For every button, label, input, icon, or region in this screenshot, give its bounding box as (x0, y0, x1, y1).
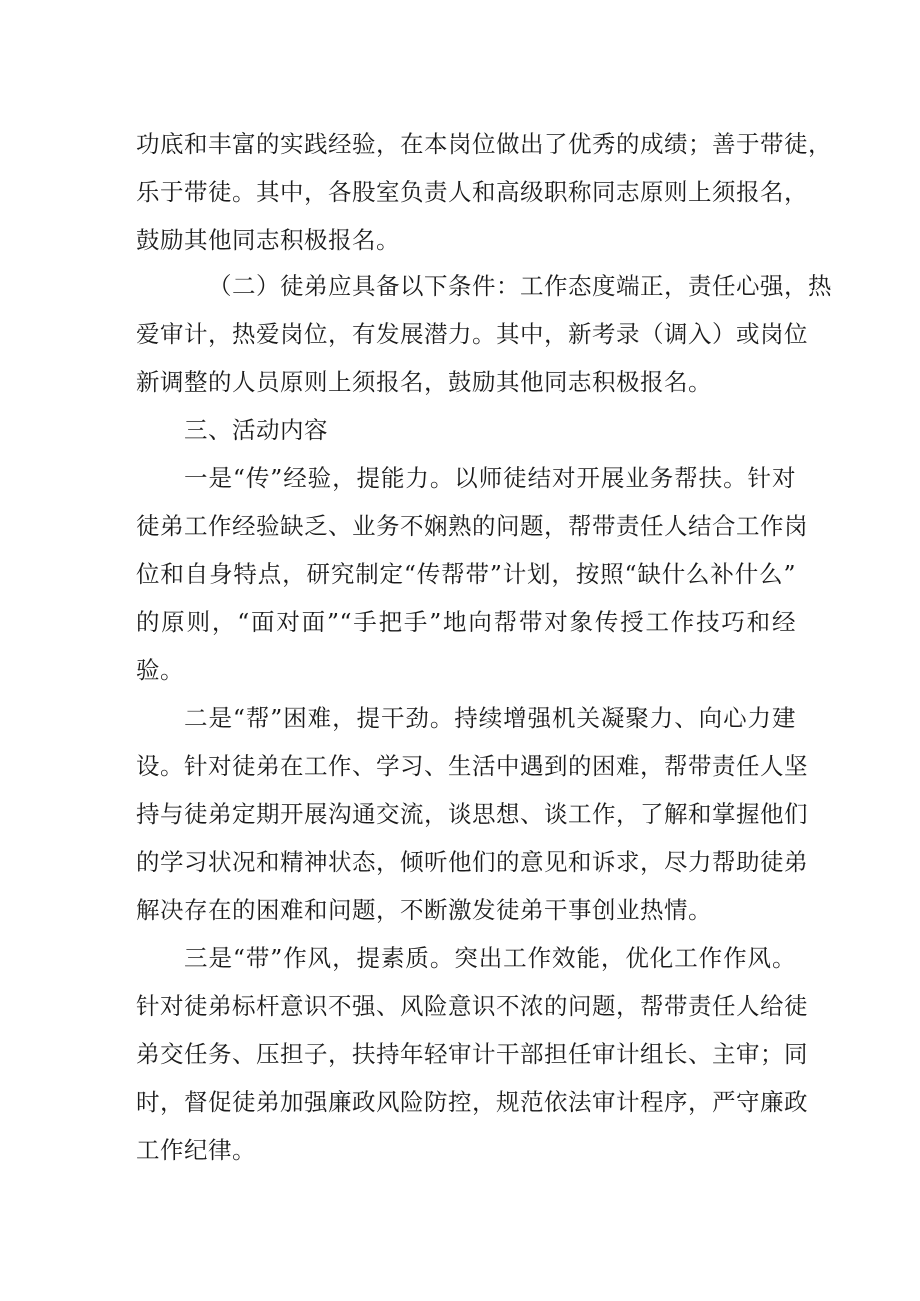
text-line: 工作纪律。 (136, 1136, 256, 1164)
text-line: 设。针对徒弟在工作、学习、生活中遇到的困难，帮带责任人坚 (136, 752, 808, 780)
text-line: 的学习状况和精神状态，倾听他们的意见和诉求，尽力帮助徒弟 (136, 848, 808, 876)
text-line: 新调整的人员原则上须报名，鼓励其他同志积极报名。 (136, 368, 712, 396)
text-line: 三是“带”作风，提素质。突出工作效能，优化工作作风。 (184, 944, 796, 972)
section-heading: 三、活动内容 (184, 416, 328, 444)
text-line: 乐于带徒。其中，各股室负责人和高级职称同志原则上须报名， (136, 178, 808, 206)
text-line: 鼓励其他同志积极报名。 (136, 226, 400, 254)
text-line: 持与徒弟定期开展沟通交流，谈思想、谈工作，了解和掌握他们 (136, 800, 808, 828)
text-line: 时，督促徒弟加强廉政风险防控，规范依法审计程序，严守廉政 (136, 1088, 808, 1116)
text-line: 验。 (136, 656, 184, 684)
text-line: （二）徒弟应具备以下条件：工作态度端正，责任心强，热 (208, 272, 832, 300)
text-line: 弟交任务、压担子，扶持年轻审计干部担任审计组长、主审；同 (136, 1040, 808, 1068)
text-line: 针对徒弟标杆意识不强、风险意识不浓的问题，帮带责任人给徒 (136, 992, 808, 1020)
text-line: 功底和丰富的实践经验，在本岗位做出了优秀的成绩；善于带徒， (136, 130, 832, 158)
text-line: 二是“帮”困难，提干劲。持续增强机关凝聚力、向心力建 (184, 704, 796, 732)
text-line: 位和自身特点，研究制定“传帮带”计划，按照“缺什么补什么” (136, 560, 796, 588)
text-line: 解决存在的困难和问题，不断激发徒弟干事创业热情。 (136, 896, 712, 924)
text-line: 一是“传”经验，提能力。以师徒结对开展业务帮扶。针对 (184, 464, 796, 492)
text-line: 徒弟工作经验缺乏、业务不娴熟的问题，帮带责任人结合工作岗 (136, 512, 808, 540)
text-line: 的原则，“面对面”“手把手”地向帮带对象传授工作技巧和经 (136, 608, 796, 636)
text-line: 爱审计，热爱岗位，有发展潜力。其中，新考录（调入）或岗位 (136, 320, 808, 348)
